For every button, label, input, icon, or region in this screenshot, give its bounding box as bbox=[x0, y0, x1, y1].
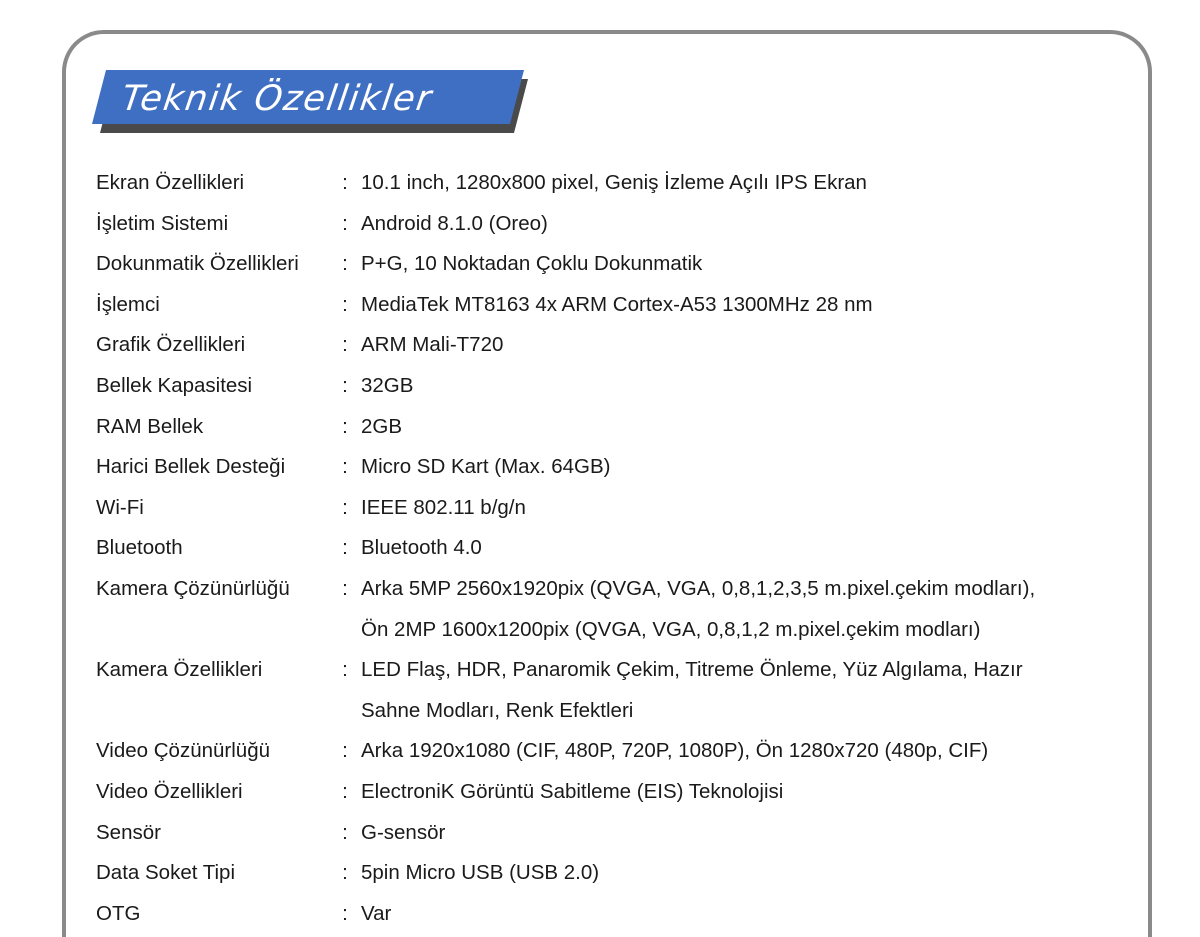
spec-separator: : bbox=[342, 171, 348, 194]
spec-row bbox=[96, 813, 1146, 854]
spec-label: Wi-Fi bbox=[96, 495, 144, 519]
spec-separator: : bbox=[342, 333, 348, 357]
spec-list bbox=[96, 163, 1146, 934]
spec-row bbox=[96, 731, 1146, 772]
spec-row bbox=[96, 569, 1146, 650]
spec-separator: : bbox=[342, 901, 348, 925]
spec-label: Video Çözünürlüğü bbox=[96, 739, 270, 763]
spec-value bbox=[359, 447, 1146, 488]
spec-label: Video Özellikleri bbox=[96, 779, 243, 803]
spec-label: Ekran Özellikleri bbox=[96, 171, 245, 194]
spec-label: Kamera Özellikleri bbox=[96, 658, 263, 682]
spec-value bbox=[359, 204, 1146, 245]
spec-value-line: G-sensör bbox=[361, 820, 446, 844]
spec-row bbox=[96, 853, 1146, 894]
spec-value bbox=[359, 731, 1146, 772]
spec-value bbox=[359, 853, 1146, 894]
spec-row bbox=[96, 325, 1146, 366]
spec-value-line: Sahne Modları, Renk Efektleri bbox=[361, 698, 634, 722]
spec-value-line: LED Flaş, HDR, Panaromik Çekim, Titreme Önleme, Yüz Algılama, Hazır bbox=[361, 658, 1023, 682]
spec-label: Harici Bellek Desteği bbox=[96, 455, 286, 479]
spec-value bbox=[359, 244, 1146, 285]
spec-separator: : bbox=[342, 739, 348, 763]
spec-label: İşletim Sistemi bbox=[96, 211, 229, 235]
spec-separator: : bbox=[342, 211, 348, 235]
spec-separator: : bbox=[342, 658, 348, 682]
spec-label: Grafik Özellikleri bbox=[96, 333, 246, 357]
spec-label: Bluetooth bbox=[96, 536, 183, 560]
spec-separator: : bbox=[342, 495, 348, 519]
spec-row bbox=[96, 204, 1146, 245]
spec-label: Kamera Çözünürlüğü bbox=[96, 576, 290, 600]
spec-value-line: Android 8.1.0 (Oreo) bbox=[361, 211, 548, 235]
spec-value bbox=[359, 325, 1146, 366]
spec-row bbox=[96, 244, 1146, 285]
spec-label: Data Soket Tipi bbox=[96, 861, 236, 885]
spec-separator: : bbox=[342, 292, 348, 316]
spec-row bbox=[96, 163, 1146, 204]
spec-separator: : bbox=[342, 779, 348, 803]
spec-separator: : bbox=[342, 455, 348, 479]
spec-label: Bellek Kapasitesi bbox=[96, 373, 253, 397]
page-title: Teknik Özellikler bbox=[119, 79, 436, 119]
spec-row bbox=[96, 285, 1146, 326]
spec-value-line: Micro SD Kart (Max. 64GB) bbox=[361, 455, 611, 479]
spec-value-line: ElectroniK Görüntü Sabitleme (EIS) Teknolojisi bbox=[361, 779, 784, 803]
spec-value-line: 5pin Micro USB (USB 2.0) bbox=[361, 861, 600, 885]
spec-label: RAM Bellek bbox=[96, 414, 204, 438]
spec-value-line: 2GB bbox=[361, 414, 403, 438]
spec-value bbox=[359, 650, 1146, 731]
spec-value bbox=[359, 528, 1146, 569]
spec-value-line: ARM Mali-T720 bbox=[361, 333, 504, 357]
spec-row bbox=[96, 650, 1146, 731]
spec-row bbox=[96, 488, 1146, 529]
spec-value-line: Arka 1920x1080 (CIF, 480P, 720P, 1080P), Ön 1280x720 (480p, CIF) bbox=[361, 739, 989, 763]
spec-value-line: Arka 5MP 2560x1920pix (QVGA, VGA, 0,8,1,2,3,5 m.pixel.çekim modları), bbox=[361, 576, 1036, 600]
spec-separator: : bbox=[342, 252, 348, 276]
spec-row bbox=[96, 772, 1146, 813]
spec-separator: : bbox=[342, 373, 348, 397]
spec-row bbox=[96, 447, 1146, 488]
spec-value bbox=[359, 488, 1146, 529]
spec-label: Sensör bbox=[96, 820, 161, 844]
spec-row bbox=[96, 407, 1146, 448]
spec-value-line: Ön 2MP 1600x1200pix (QVGA, VGA, 0,8,1,2 m.pixel.çekim modları) bbox=[361, 617, 981, 641]
spec-value bbox=[359, 813, 1146, 854]
spec-value-line: 10.1 inch, 1280x800 pixel, Geniş İzleme Açılı IPS Ekran bbox=[361, 171, 867, 194]
spec-label: OTG bbox=[96, 901, 141, 925]
spec-row bbox=[96, 894, 1146, 935]
spec-value bbox=[359, 407, 1146, 448]
spec-value bbox=[359, 569, 1146, 650]
spec-value-line: P+G, 10 Noktadan Çoklu Dokunmatik bbox=[361, 252, 703, 276]
spec-row bbox=[96, 366, 1146, 407]
spec-separator: : bbox=[342, 414, 348, 438]
spec-value bbox=[359, 366, 1146, 407]
spec-label: Dokunmatik Özellikleri bbox=[96, 252, 299, 276]
spec-value bbox=[359, 285, 1146, 326]
spec-label: İşlemci bbox=[96, 292, 160, 316]
spec-separator: : bbox=[342, 576, 348, 600]
spec-value-line: 32GB bbox=[361, 373, 414, 397]
spec-value-line: MediaTek MT8163 4x ARM Cortex-A53 1300MHz 28 nm bbox=[361, 292, 873, 316]
spec-separator: : bbox=[342, 536, 348, 560]
spec-row bbox=[96, 528, 1146, 569]
spec-value bbox=[359, 772, 1146, 813]
spec-value-line: IEEE 802.11 b/g/n bbox=[361, 495, 526, 519]
spec-separator: : bbox=[342, 861, 348, 885]
spec-value-line: Var bbox=[361, 901, 392, 925]
spec-separator: : bbox=[342, 820, 348, 844]
spec-value bbox=[359, 894, 1146, 935]
spec-value bbox=[359, 163, 1146, 204]
spec-value-line: Bluetooth 4.0 bbox=[361, 536, 482, 560]
